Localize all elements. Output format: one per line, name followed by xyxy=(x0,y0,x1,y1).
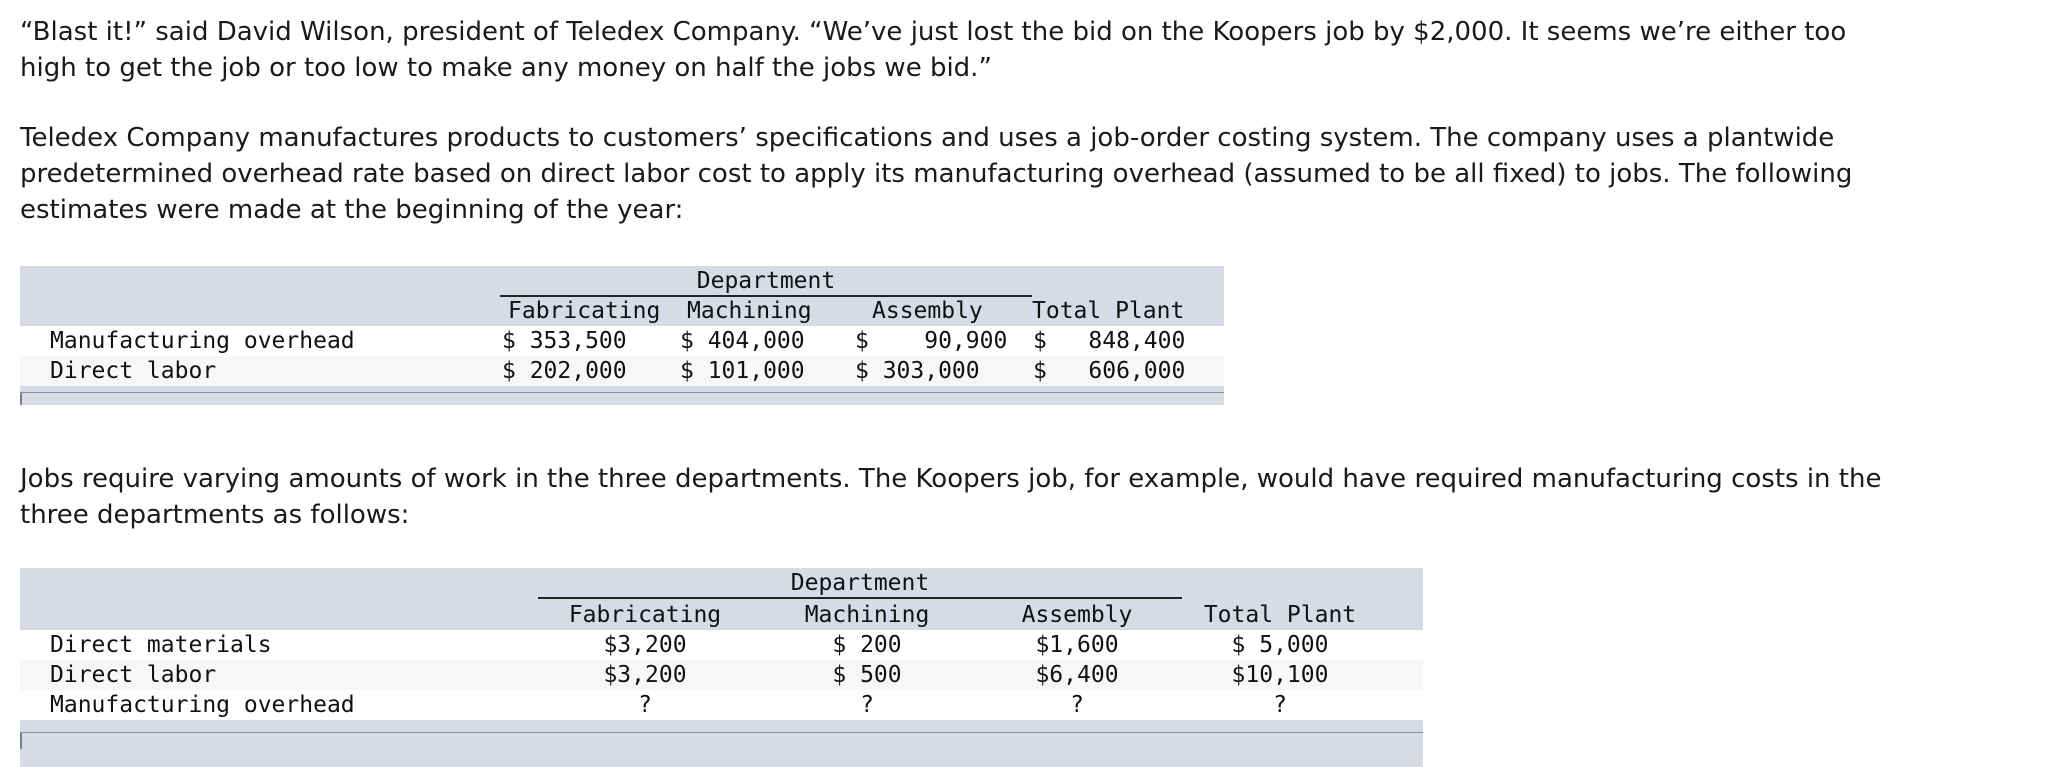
table-footer-tick xyxy=(20,393,22,405)
table-header-row xyxy=(20,600,1423,630)
department-group-header: Department xyxy=(790,570,930,596)
table-cell: $ 202,000 xyxy=(502,358,627,384)
table-cell: $ 101,000 xyxy=(680,358,805,384)
table-cell: $ 90,900 xyxy=(855,328,1008,354)
col-header-machining: Machining xyxy=(804,602,930,628)
table-cell: $ 404,000 xyxy=(680,328,805,354)
table-cell: $ 200 xyxy=(832,632,902,658)
row-label: Manufacturing overhead xyxy=(50,328,355,354)
table-cell: $ 5,000 xyxy=(1231,632,1329,658)
intro-paragraph: “Blast it!” said David Wilson, president of Teledex Company. “We’ve just lost the bid on the Koopers job by $2,000. It seems we’re either too high to get the job or too low to make any money on half the jobs we bid.” xyxy=(20,17,1855,83)
estimates-table xyxy=(20,266,1224,404)
table-row xyxy=(20,660,1423,690)
department-group-header: Department xyxy=(696,268,836,294)
table-footer-bar xyxy=(20,732,1423,767)
col-header-fabricating: Fabricating xyxy=(508,298,661,324)
table-cell: $3,200 xyxy=(603,662,687,688)
col-header-fabricating: Fabricating xyxy=(568,602,722,628)
koopers-job-costs-table xyxy=(20,568,1423,766)
table-row xyxy=(20,630,1423,660)
table-cell: ? xyxy=(638,692,652,718)
row-label: Direct labor xyxy=(50,358,217,384)
table-row xyxy=(20,326,1224,356)
table-row xyxy=(20,356,1224,386)
table-cell: ? xyxy=(860,692,874,718)
table-row xyxy=(20,690,1423,720)
koopers-job-paragraph: Jobs require varying amounts of work in the three departments. The Koopers job, for example, would have required manufacturing costs in the three departments as follows: xyxy=(20,464,1890,530)
table-cell: $3,200 xyxy=(603,632,687,658)
col-header-assembly: Assembly xyxy=(872,298,983,324)
table-cell: $ 353,500 xyxy=(502,328,627,354)
col-header-machining: Machining xyxy=(687,298,812,324)
col-header-total-plant: Total Plant xyxy=(1032,298,1185,324)
table-cell: $6,400 xyxy=(1035,662,1119,688)
table-footer-tick xyxy=(20,733,22,749)
row-label: Direct materials xyxy=(50,632,272,658)
table-cell: $10,100 xyxy=(1231,662,1329,688)
row-label: Manufacturing overhead xyxy=(50,692,355,718)
table-cell: $ 848,400 xyxy=(1033,328,1186,354)
row-label: Direct labor xyxy=(50,662,217,688)
table-cell: $1,600 xyxy=(1035,632,1119,658)
table-footer-bar xyxy=(20,392,1224,405)
table-header-row xyxy=(20,296,1224,326)
table-cell: ? xyxy=(1273,692,1287,718)
table-cell: $ 500 xyxy=(832,662,902,688)
department-underline xyxy=(538,597,1182,599)
table-cell: ? xyxy=(1070,692,1084,718)
col-header-total-plant: Total Plant xyxy=(1203,602,1357,628)
col-header-assembly: Assembly xyxy=(1021,602,1133,628)
table-cell: $ 303,000 xyxy=(855,358,980,384)
table-cell: $ 606,000 xyxy=(1033,358,1186,384)
company-description-paragraph: Teledex Company manufactures products to customers’ specifications and uses a job-order costing system. The company uses a plantwide predetermined overhead rate based on direct labor cost to apply its manufacturing overhead (assumed to be all fixed) to jobs. The following estimates were made at the beginning of the year: xyxy=(20,123,1861,225)
